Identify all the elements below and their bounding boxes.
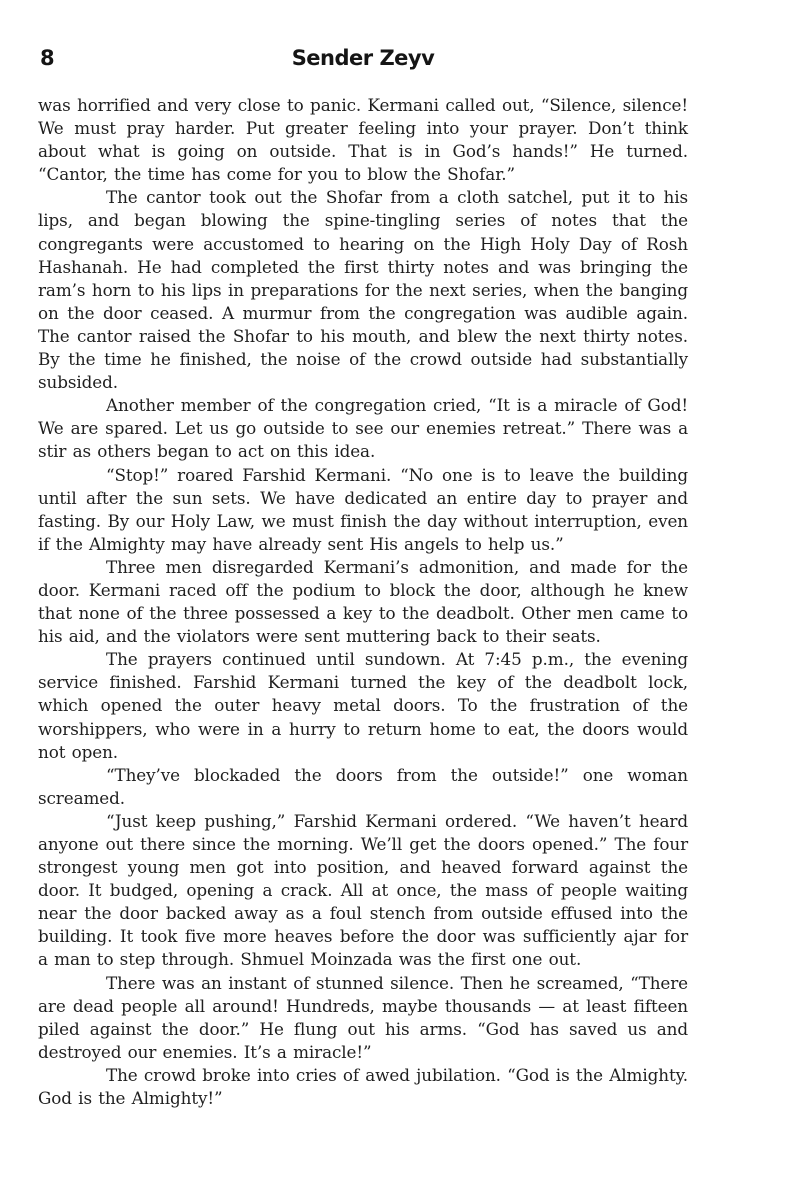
- body-paragraph: “They’ve blockaded the doors from the outside!” one woman screamed.: [38, 764, 688, 808]
- body-paragraph: “Stop!” roared Farshid Kermani. “No one is to leave the building until after the sun sets. We have dedicated an entire day to prayer and fasting. By our Holy Law, we must finish the day without interruption, even if the Almighty may have already sent His angels to help us.”: [38, 464, 688, 554]
- body-paragraph: The crowd broke into cries of awed jubilation. “God is the Almighty. God is the Almighty!”: [38, 1064, 688, 1109]
- body-paragraph: “Just keep pushing,” Farshid Kermani ordered. “We haven’t heard anyone out there since the morning. We’ll get the doors opened.” The four strongest young men got into position, and heaved forward against the door. It budged, opening a crack. All at once, the mass of people waiting near the door backed away as a foul stench from outside effused into the building. It took five more heaves before the door was sufficiently ajar for a man to step through. Shmuel Moinzada was the first one out.: [38, 810, 688, 970]
- body-paragraph: The prayers continued until sundown. At 7:45 p.m., the evening service finished. Farshid Kermani turned the key of the deadbolt lock, which opened the outer heavy metal doors. To the frustration of the worshippers, who were in a hurry to return home to eat, the doors would not open.: [38, 649, 688, 762]
- page-header: [38, 46, 688, 72]
- body-paragraph: The cantor took out the Shofar from a cloth satchel, put it to his lips, and began blowing the spine-tingling series of notes that the congregants were accustomed to hearing on the High Holy Day of Rosh Hashanah. He had completed the first thirty notes and was bringing the ram’s horn to his lips in preparations for the next series, when the banging on the door ceased. A murmur from the congregation was audible again. The cantor raised the Shofar to his mouth, and blew the next thirty notes. By the time he finished, the noise of the crowd outside had substantially subsided.: [38, 187, 688, 393]
- body-paragraph: There was an instant of stunned silence. Then he screamed, “There are dead people all around! Hundreds, maybe thousands — at least fifteen piled against the door.” He flung out his arms. “God has saved us and destroyed our enemies. It’s a miracle!”: [38, 972, 688, 1062]
- page-number: 8: [40, 46, 55, 70]
- body-paragraph: Another member of the congregation cried, “It is a miracle of God! We are spared. Let us go outside to see our enemies retreat.” There was a stir as others began to act on this idea.: [38, 395, 688, 462]
- body-paragraph: was horrified and very close to panic. Kermani called out, “Silence, silence! We must pray harder. Put greater feeling into your prayer. Don’t think about what is going on outside. That is in God’s hands!” He turned. “Cantor, the time has come for you to blow the Shofar.”: [38, 95, 688, 185]
- running-head-title: Sender Zeyv: [291, 46, 435, 70]
- body-paragraph: Three men disregarded Kermani’s admonition, and made for the door. Kermani raced off the podium to block the door, although he knew that none of the three possessed a key to the deadbolt. Other men came to his aid, and the violators were sent muttering back to their seats.: [38, 556, 688, 647]
- page-body-text: [38, 94, 688, 1110]
